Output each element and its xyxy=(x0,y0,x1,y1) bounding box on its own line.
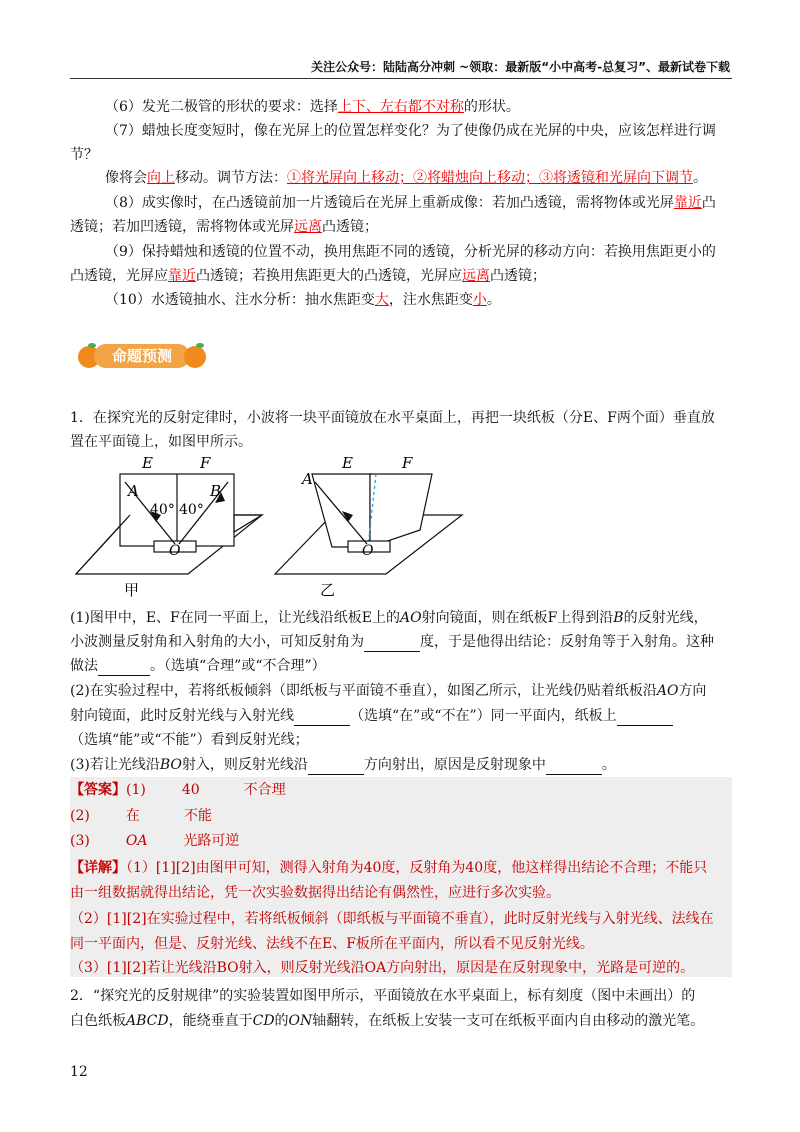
detail-2 xyxy=(70,909,732,929)
label-O: O xyxy=(362,543,374,559)
point-9 xyxy=(105,242,732,262)
angle-label: 40° xyxy=(179,502,204,518)
label-O: O xyxy=(169,543,181,559)
text: 像将会 xyxy=(105,170,147,186)
text: （10）水透镜抽水、注水分析：抽水焦距变 xyxy=(105,292,375,308)
text: B xyxy=(613,610,624,626)
answer-blank[interactable] xyxy=(294,711,350,726)
answer-blank[interactable] xyxy=(98,661,150,676)
text: 置在平面镜上，如图甲所示。 xyxy=(70,434,252,450)
q1-intro-cont xyxy=(70,432,732,452)
text: 移动。调节方法： xyxy=(175,170,287,186)
text: 。 xyxy=(601,757,616,773)
label-F: F xyxy=(200,454,211,472)
text: 不能 xyxy=(183,808,212,824)
page-header: 关注公众号：陆陆高分冲刺 ~领取：最新版“小中高考-总复习”、最新试卷下载 xyxy=(311,60,730,74)
answer-blank[interactable] xyxy=(546,760,602,775)
text: 的 xyxy=(274,1013,289,1029)
text: 小波测量反射角和入射角的大小，可知反射角为 xyxy=(70,634,364,650)
text: 度，于是他得出结论：反射角等于入射角。这种 xyxy=(420,634,714,650)
leaf-icon xyxy=(88,343,96,348)
answer-text: ①将光屏向上移动；②将蜡烛向上移动；③将透镜和光屏向下调节 xyxy=(287,170,693,186)
text: 射向镜面，此时反射光线与入射光线 xyxy=(70,708,294,724)
text: AO xyxy=(656,683,679,699)
text: (2)在实验过程中，若将纸板倾斜（即纸板与平面镜不垂直），如图乙所示，让光线仍贴着纸板沿 xyxy=(70,683,657,699)
text: （3）[1][2]若让光线沿BO射入，则反射光线沿OA方向射出，原因是在反射现象中，光路是可逆的。 xyxy=(70,960,695,976)
q2-intro-cont xyxy=(70,1011,732,1031)
text: 轴翻转，在纸板上安装一支可在纸板平面内自由移动的激光笔。 xyxy=(312,1013,705,1029)
text: 的形状。 xyxy=(463,99,520,115)
text: (2) xyxy=(70,808,90,824)
text: 透镜；若加凹透镜，需将物体或光屏 xyxy=(70,219,294,235)
paper-board xyxy=(312,474,370,547)
text: (3) xyxy=(70,833,90,849)
q1-part1-cont xyxy=(70,632,732,652)
text: 凸透镜； xyxy=(322,219,378,235)
text: 1．在探究光的反射定律时，小波将一块平面镜放在水平桌面上，再把一块纸板（分E、F两个面）垂直放 xyxy=(70,410,715,426)
text: 方向 xyxy=(678,683,707,699)
text: 白色纸板 xyxy=(70,1013,126,1029)
point-7-answer xyxy=(105,168,732,188)
text: 做法 xyxy=(70,658,98,674)
label-E: E xyxy=(142,454,153,472)
detail-1-cont xyxy=(70,883,732,903)
text: （选填“在”或“不在”）同一平面内，纸板上 xyxy=(350,708,617,724)
answer-row-2 xyxy=(70,806,732,826)
q2-intro xyxy=(70,986,732,1006)
text: 在 xyxy=(125,808,140,824)
answer-text: 远离 xyxy=(462,268,490,284)
header-divider xyxy=(70,78,732,79)
text: （2）[1][2]在实验过程中，若将纸板倾斜（即纸板与平面镜不垂直），此时反射光线与入射光线、法线在 xyxy=(70,911,714,927)
text: 光路可逆 xyxy=(183,833,240,849)
text: 的反射光线， xyxy=(623,610,708,626)
point-7-cont xyxy=(70,145,732,165)
answer-blank[interactable] xyxy=(617,711,673,726)
text: 。 xyxy=(693,170,707,186)
caption-jia: 甲 xyxy=(124,581,140,599)
orange-icon xyxy=(184,346,206,368)
label-A: A xyxy=(302,470,313,488)
answer-text: 靠近 xyxy=(673,195,702,211)
q1-part2 xyxy=(70,681,732,701)
text: 同一平面内，但是、反射光线、法线不在E、F板所在平面内，所以看不见反射光线。 xyxy=(70,936,594,952)
text: 凸 xyxy=(701,195,716,211)
text: 。（选填“合理”或“不合理”） xyxy=(150,658,326,674)
leaf-icon xyxy=(196,343,204,348)
answer-row-3 xyxy=(70,831,732,851)
point-6 xyxy=(105,97,732,117)
text: AO xyxy=(399,610,422,626)
figure-jia xyxy=(76,454,262,599)
text: （7）蜡烛长度变短时，像在光屏上的位置怎样变化？为了使像仍成在光屏的中央，应该怎样进行调 xyxy=(105,123,716,139)
detail-1 xyxy=(70,858,732,878)
text: （8）成实像时，在凸透镜前加一片透镜后在光屏上重新成像：若加凸透镜，需将物体或光屏 xyxy=(105,195,674,211)
answer-tag: 【答案】 xyxy=(70,782,126,798)
answer-blank[interactable] xyxy=(364,637,420,652)
text: ，能绕垂直于 xyxy=(168,1013,253,1029)
page-number: 12 xyxy=(70,1064,88,1080)
text: 。 xyxy=(486,292,501,308)
text: （1）[1][2]由图甲可知，测得入射角为40度，反射角为40度，他这样得出结论不合理；不能只 xyxy=(126,860,708,876)
detail-2-cont xyxy=(70,934,732,954)
text: 方向射出，原因是反射现象中 xyxy=(363,757,546,773)
text: 射入，则反射光线沿 xyxy=(181,757,308,773)
text: ON xyxy=(288,1013,313,1029)
section-title: 命题预测 xyxy=(94,344,190,368)
label-B: B xyxy=(210,482,222,500)
text: ，注水焦距变 xyxy=(388,292,473,308)
section-badge xyxy=(78,338,208,372)
text: （9）保持蜡烛和透镜的位置不动，换用焦距不同的透镜，分析光屏的移动方向：若换用焦距更小的 xyxy=(105,244,716,260)
answer-row-1 xyxy=(70,780,732,800)
text: (1)图甲中，E、F在同一平面上，让光线沿纸板E上的 xyxy=(70,610,400,626)
answer-text: 大 xyxy=(374,292,389,308)
q1-part1-cont2 xyxy=(70,656,732,676)
text: (1) xyxy=(126,782,146,798)
text: （6）发光二极管的形状的要求：选择 xyxy=(105,99,338,115)
text: （选填“能”或“不能”）看到反射光线； xyxy=(70,732,309,748)
q1-intro xyxy=(70,408,732,428)
figure-yi xyxy=(275,454,462,599)
q1-part3 xyxy=(70,755,732,775)
text: 凸透镜，光屏应 xyxy=(70,268,168,284)
caption-yi: 乙 xyxy=(320,581,336,599)
answer-text: 靠近 xyxy=(168,268,196,284)
point-10 xyxy=(105,290,732,310)
answer-text: 远离 xyxy=(294,219,322,235)
label-E: E xyxy=(342,454,353,472)
text: BO xyxy=(159,757,182,773)
point-7 xyxy=(105,121,732,141)
text: OA xyxy=(125,833,148,849)
point-8 xyxy=(105,193,732,213)
text: (3)若让光线沿 xyxy=(70,757,160,773)
text: ABCD xyxy=(126,1013,169,1029)
text: 凸透镜；若换用焦距更大的凸透镜，光屏应 xyxy=(196,268,462,284)
text: CD xyxy=(252,1013,275,1029)
text: 由一组数据就得出结论，凭一次实验数据得出结论有偶然性，应进行多次实验。 xyxy=(70,885,560,901)
answer-text: 向上 xyxy=(147,170,175,186)
text: 不合理 xyxy=(243,782,286,798)
text: 40 xyxy=(181,782,200,798)
answer-blank[interactable] xyxy=(308,760,364,775)
text: 凸透镜； xyxy=(490,268,546,284)
reflection-figure xyxy=(70,452,470,602)
q1-part2-cont xyxy=(70,706,732,726)
text: 射向镜面，则在纸板F上得到沿 xyxy=(421,610,614,626)
angle-label: 40° xyxy=(150,502,175,518)
q1-part1 xyxy=(70,608,732,628)
point-9-cont xyxy=(70,266,732,286)
answer-text: 小 xyxy=(472,292,487,308)
detail-3 xyxy=(70,958,732,978)
q1-part2-cont2 xyxy=(70,730,732,750)
label-A: A xyxy=(128,482,139,500)
text: 节？ xyxy=(70,147,98,163)
text: 2．“探究光的反射规律”的实验装置如图甲所示，平面镜放在水平桌面上，标有刻度（图中未画出）的 xyxy=(70,988,696,1004)
point-8-cont xyxy=(70,217,732,237)
label-F: F xyxy=(402,454,413,472)
answer-text: 上下、左右都不对称 xyxy=(337,99,464,115)
detail-tag: 【详解】 xyxy=(70,860,126,876)
